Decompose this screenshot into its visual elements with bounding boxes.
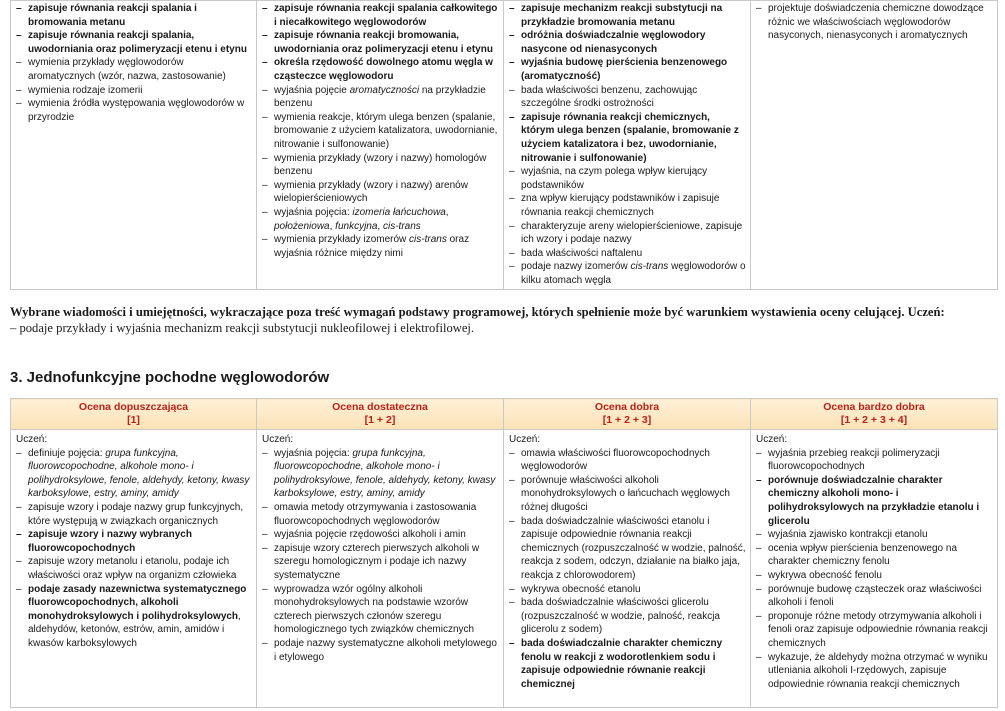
excellent-grade-note (10, 304, 1000, 336)
list-item: – wyjaśnia budowę pierścienia benzenowego (aromatyczność) (509, 56, 746, 83)
list-item: – zapisuje wzory czterech pierwszych alkoholi w szeregu homologicznym i podaje ich nazwy systematyczne (262, 542, 499, 583)
header-grade-3: Ocena dobra [1 + 2 + 3] (504, 399, 751, 430)
list-item: – podaje nazwy systematyczne alkoholi metylowego i etylowego (262, 637, 499, 664)
list-item: – wykrywa obecność etanolu (509, 583, 746, 597)
list-item: – zapisuje wzory i nazwy wybranych fluorowcopochodnych (16, 528, 252, 555)
header-grade-4: Ocena bardzo dobra [1 + 2 + 3 + 4] (751, 399, 998, 430)
list-item: – wymienia rodzaje izomerii (16, 84, 252, 98)
list-item: – ocenia wpływ pierścienia benzenowego na charakter chemiczny fenolu (756, 542, 993, 569)
section-title: 3. Jednofunkcyjne pochodne węglowodorów (10, 369, 330, 386)
note-line: – podaje przykłady i wyjaśnia mechanizm reakcji substytucji nukleofilowej i elektrofilowej. (10, 321, 475, 335)
intro-label: Uczeń: (262, 434, 294, 445)
list-item: – omawia metody otrzymywania i zastosowania fluorowcopochodnych węglowodorów (262, 501, 499, 528)
column-grade-2 (257, 430, 504, 708)
list-item: – wyjaśnia, na czym polega wpływ kierujący podstawników (509, 165, 746, 192)
list-item: – wyjaśnia pojęcia: izomeria łańcuchowa, położeniowa, funkcyjna, cis-trans (262, 206, 499, 233)
list-item: – porównuje właściwości alkoholi monohydroksylowych o łańcuchach węglowych różnej długości (509, 474, 746, 515)
list-item: – podaje zasady nazewnictwa systematycznego fluorowcopochodnych, alkoholi monohydroksylowych i polihydroksylowych, aldehydów, ketonów, estrów, amin, amidów i kwasów karboksylowych (16, 583, 252, 651)
column-grade-4 (751, 1, 998, 290)
list-item: – wyjaśnia pojęcie aromatyczności na przykładzie benzenu (262, 84, 499, 111)
intro-label: Uczeń: (756, 434, 788, 445)
list-item: – wymienia przykłady węglowodorów aromatycznych (wzór, nazwa, zastosowanie) (16, 56, 252, 83)
list-item: – wykazuje, że aldehydy można otrzymać w wyniku utleniania alkoholi I-rzędowych, zapisuje odpowiednie równania reakcji chemicznych (756, 651, 993, 692)
list-item: – podaje nazwy izomerów cis-trans węglowodorów o kilku atomach węgla (509, 260, 746, 287)
list-item: – bada doświadczalnie właściwości etanolu i zapisuje odpowiednie równania reakcji chemicznych (rozpuszczalność w wodzie, palność, reakcja z sodem, odczyn, działanie na białko jaja, reakcja z chlorowodorem) (509, 515, 746, 583)
list-item: – porównuje doświadczalnie charakter chemiczny alkoholi mono- i polihydroksylowych na przykładzie etanolu i glicerolu (756, 474, 993, 528)
list-item: – bada doświadczalnie właściwości glicerolu (rozpuszczalność w wodzie, palność, reakcja glicerolu z sodem) (509, 596, 746, 637)
requirements-table-hydrocarbons (10, 0, 998, 290)
list-item: – wyjaśnia zjawisko kontrakcji etanolu (756, 528, 993, 542)
requirements-table-derivatives (10, 398, 998, 708)
list-item: – bada właściwości naftalenu (509, 247, 746, 261)
list-item: – wyjaśnia pojęcia: grupa funkcyjna, fluorowcopochodne, alkohole mono- i polihydroksylowe, fenole, aldehydy, ketony, kwasy karboksylowe, estry, aminy, amidy (262, 447, 499, 501)
column-grade-2 (257, 1, 504, 290)
list-item: – wymienia przykłady (wzory i nazwy) arenów wielopierścieniowych (262, 179, 499, 206)
column-grade-3 (504, 430, 751, 708)
list-item: – definiuje pojęcia: grupa funkcyjna, fluorowcopochodne, alkohole mono- i polihydroksylowe, fenole, aldehydy, ketony, kwasy karboksylowe, estry, aminy, amidy (16, 447, 252, 501)
list-item: – omawia właściwości fluorowcopochodnych węglowodorów (509, 447, 746, 474)
list-item: – zapisuje równania reakcji spalania i bromowania metanu (16, 2, 252, 29)
list-item: – wyjaśnia pojęcie rzędowości alkoholi i amin (262, 528, 499, 542)
list-item: – bada doświadczalnie charakter chemiczny fenolu w reakcji z wodorotlenkiem sodu i zapisuje odpowiednie równanie reakcji chemicznej (509, 637, 746, 691)
header-row (11, 399, 998, 430)
list-item: – charakteryzuje areny wielopierścieniowe, zapisuje ich wzory i podaje nazwy (509, 220, 746, 247)
header-grade-2: Ocena dostateczna [1 + 2] (257, 399, 504, 430)
column-grade-1 (11, 430, 257, 708)
list-item: – zapisuje równania reakcji spalania całkowitego i niecałkowitego węglowodorów (262, 2, 499, 29)
list-item: – zapisuje równania reakcji spalania, uwodorniania oraz polimeryzacji etenu i etynu (16, 29, 252, 56)
list-item: – zapisuje mechanizm reakcji substytucji na przykładzie bromowania metanu (509, 2, 746, 29)
list-item: – wykrywa obecność fenolu (756, 569, 993, 583)
list-item: – wymienia przykłady (wzory i nazwy) homologów benzenu (262, 152, 499, 179)
list-item: – zapisuje wzory metanolu i etanolu, podaje ich właściwości oraz wpływ na organizm człowieka (16, 555, 252, 582)
list-item: – wymienia źródła występowania węglowodorów w przyrodzie (16, 97, 252, 124)
list-item: – zapisuje równania reakcji bromowania, uwodorniania oraz polimeryzacji etenu i etynu (262, 29, 499, 56)
list-item: – bada właściwości benzenu, zachowując szczególne środki ostrożności (509, 84, 746, 111)
list-item: – porównuje budowę cząsteczek oraz właściwości alkoholi i fenoli (756, 583, 993, 610)
list-item: – określa rzędowość dowolnego atomu węgla w cząsteczce węglowodoru (262, 56, 499, 83)
list-item: – zapisuje równania reakcji chemicznych, którym ulega benzen (spalanie, bromowanie z użyciem katalizatora i bez, uwodornianie, nitrowanie i sulfonowanie) (509, 111, 746, 165)
header-grade-1: Ocena dopuszczająca [1] (11, 399, 257, 430)
list-item: – odróżnia doświadczalnie węglowodory nasycone od nienasyconych (509, 29, 746, 56)
list-item: – wyprowadza wzór ogólny alkoholi monohydroksylowych na podstawie wzorów czterech pierwszych członów szeregu homologicznego tych związków chemicznych (262, 583, 499, 637)
column-grade-1 (11, 1, 257, 290)
list-item: – wymienia reakcje, którym ulega benzen (spalanie, bromowanie z użyciem katalizatora, uwodornianie, nitrowanie i sulfonowanie) (262, 111, 499, 152)
intro-label: Uczeń: (509, 434, 541, 445)
list-item: – zna wpływ kierujący podstawników i zapisuje równania reakcji chemicznych (509, 192, 746, 219)
list-item: – wyjaśnia przebieg reakcji polimeryzacji fluorowcopochodnych (756, 447, 993, 474)
column-grade-3 (504, 1, 751, 290)
note-heading: Wybrane wiadomości i umiejętności, wykraczające poza treść wymagań podstawy programowej, których spełnienie może być warunkiem wystawienia oceny celującej. Uczeń: (10, 305, 945, 319)
list-item: – wymienia przykłady izomerów cis-trans oraz wyjaśnia różnice między nimi (262, 233, 499, 260)
column-grade-4 (751, 430, 998, 708)
intro-label: Uczeń: (16, 434, 48, 445)
list-item: – projektuje doświadczenia chemiczne dowodzące różnic we właściwościach węglowodorów nasyconych, nienasyconych i aromatycznych (756, 2, 993, 43)
list-item: – zapisuje wzory i podaje nazwy grup funkcyjnych, które występują w związkach organicznych (16, 501, 252, 528)
list-item: – proponuje różne metody otrzymywania alkoholi i fenoli oraz zapisuje odpowiednie równania reakcji chemicznych (756, 610, 993, 651)
